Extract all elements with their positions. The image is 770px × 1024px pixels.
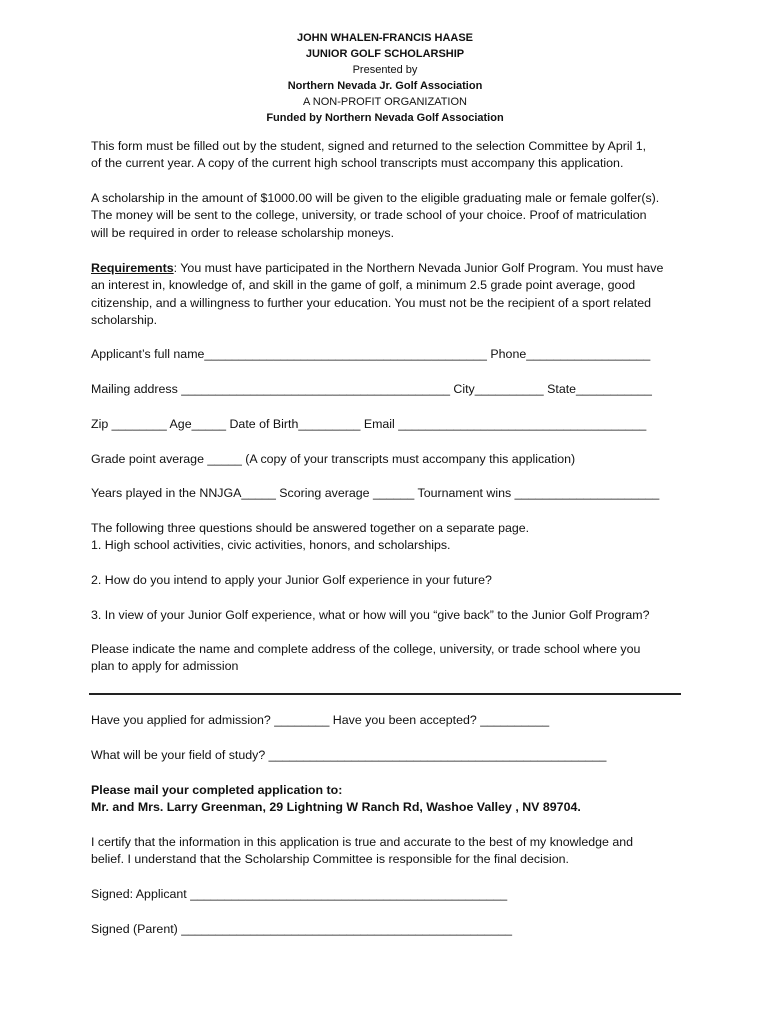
field-of-study-field[interactable]: What will be your field of study? _________________________________________________ [91, 748, 607, 762]
requirements-line: scholarship. [91, 312, 158, 327]
requirements-line: citizenship, and a willingness to further your education. You must not be the recipient of a sport related [91, 295, 651, 310]
intro-line: of the current year. A copy of the current high school transcripts must accompany this application. [91, 156, 624, 171]
mail-address: Mr. and Mrs. Larry Greenman, 29 Lightning W Ranch Rd, Washoe Valley , NV 89704. [91, 800, 581, 815]
parent-signature-field[interactable]: Signed (Parent) ________________________________________________ [91, 922, 512, 936]
college-answer-line[interactable] [89, 693, 681, 695]
form-header [0, 30, 770, 126]
certification-paragraph [91, 834, 691, 869]
college-paragraph [91, 641, 691, 676]
certify-line: belief. I understand that the Scholarship Committee is responsible for the final decision. [91, 852, 569, 867]
question-2: 2. How do you intend to apply your Junior Golf experience in your future? [91, 573, 492, 587]
applicant-signature-field[interactable]: Signed: Applicant ______________________________________________ [91, 887, 508, 901]
college-line: plan to apply for admission [91, 659, 239, 674]
name-phone-field[interactable]: Applicant’s full name_________________________________________ Phone__________________ [91, 347, 651, 361]
address-field[interactable]: Mailing address _______________________________________ City__________ State___________ [91, 382, 652, 396]
scholarship-line: A scholarship in the amount of $1000.00 will be given to the eligible graduating male or female golfer(s). [91, 191, 660, 205]
years-scoring-wins-field[interactable]: Years played in the NNJGA_____ Scoring average ______ Tournament wins _____________________ [91, 486, 660, 500]
requirements-text: : You must have participated in the Northern Nevada Junior Golf Program. You must have [173, 261, 664, 275]
scholarship-paragraph [91, 190, 691, 242]
requirements-label: Requirements [91, 261, 174, 275]
question-3: 3. In view of your Junior Golf experience, what or how will you “give back” to the Junior Golf Program? [91, 608, 650, 622]
certify-line: I certify that the information in this application is true and accurate to the best of my knowledge and [91, 835, 634, 849]
question-1: 1. High school activities, civic activities, honors, and scholarships. [91, 538, 451, 553]
mail-instructions [91, 782, 691, 817]
title-line-1: JOHN WHALEN-FRANCIS HAASE [297, 32, 473, 44]
admission-field[interactable]: Have you applied for admission? ________ Have you been accepted? __________ [91, 713, 550, 727]
scholarship-line: will be required in order to release scholarship moneys. [91, 225, 395, 240]
presented-by: Presented by [352, 64, 418, 76]
questions-block [91, 520, 691, 555]
requirements-line: an interest in, knowledge of, and skill in the game of golf, a minimum 2.5 grade point average, good [91, 278, 636, 293]
scholarship-line: The money will be sent to the college, university, or trade school of your choice. Proof of matriculation [91, 208, 647, 223]
intro-paragraph [91, 138, 691, 173]
questions-intro: The following three questions should be answered together on a separate page. [91, 521, 530, 535]
zip-age-dob-email-field[interactable]: Zip ________ Age_____ Date of Birth_________ Email ____________________________________ [91, 417, 647, 431]
org-type: A NON-PROFIT ORGANIZATION [303, 96, 467, 108]
requirements-paragraph [91, 260, 691, 329]
intro-line: This form must be filled out by the student, signed and returned to the selection Committee by April 1, [91, 139, 647, 153]
mail-line: Please mail your completed application to: [91, 783, 343, 797]
org-name: Northern Nevada Jr. Golf Association [287, 80, 483, 92]
funded-by: Funded by Northern Nevada Golf Association [266, 112, 504, 124]
title-line-2: JUNIOR GOLF SCHOLARSHIP [305, 48, 465, 60]
gpa-field[interactable]: Grade point average _____ (A copy of your transcripts must accompany this application) [91, 452, 576, 466]
college-line: Please indicate the name and complete address of the college, university, or trade school where you [91, 642, 641, 656]
